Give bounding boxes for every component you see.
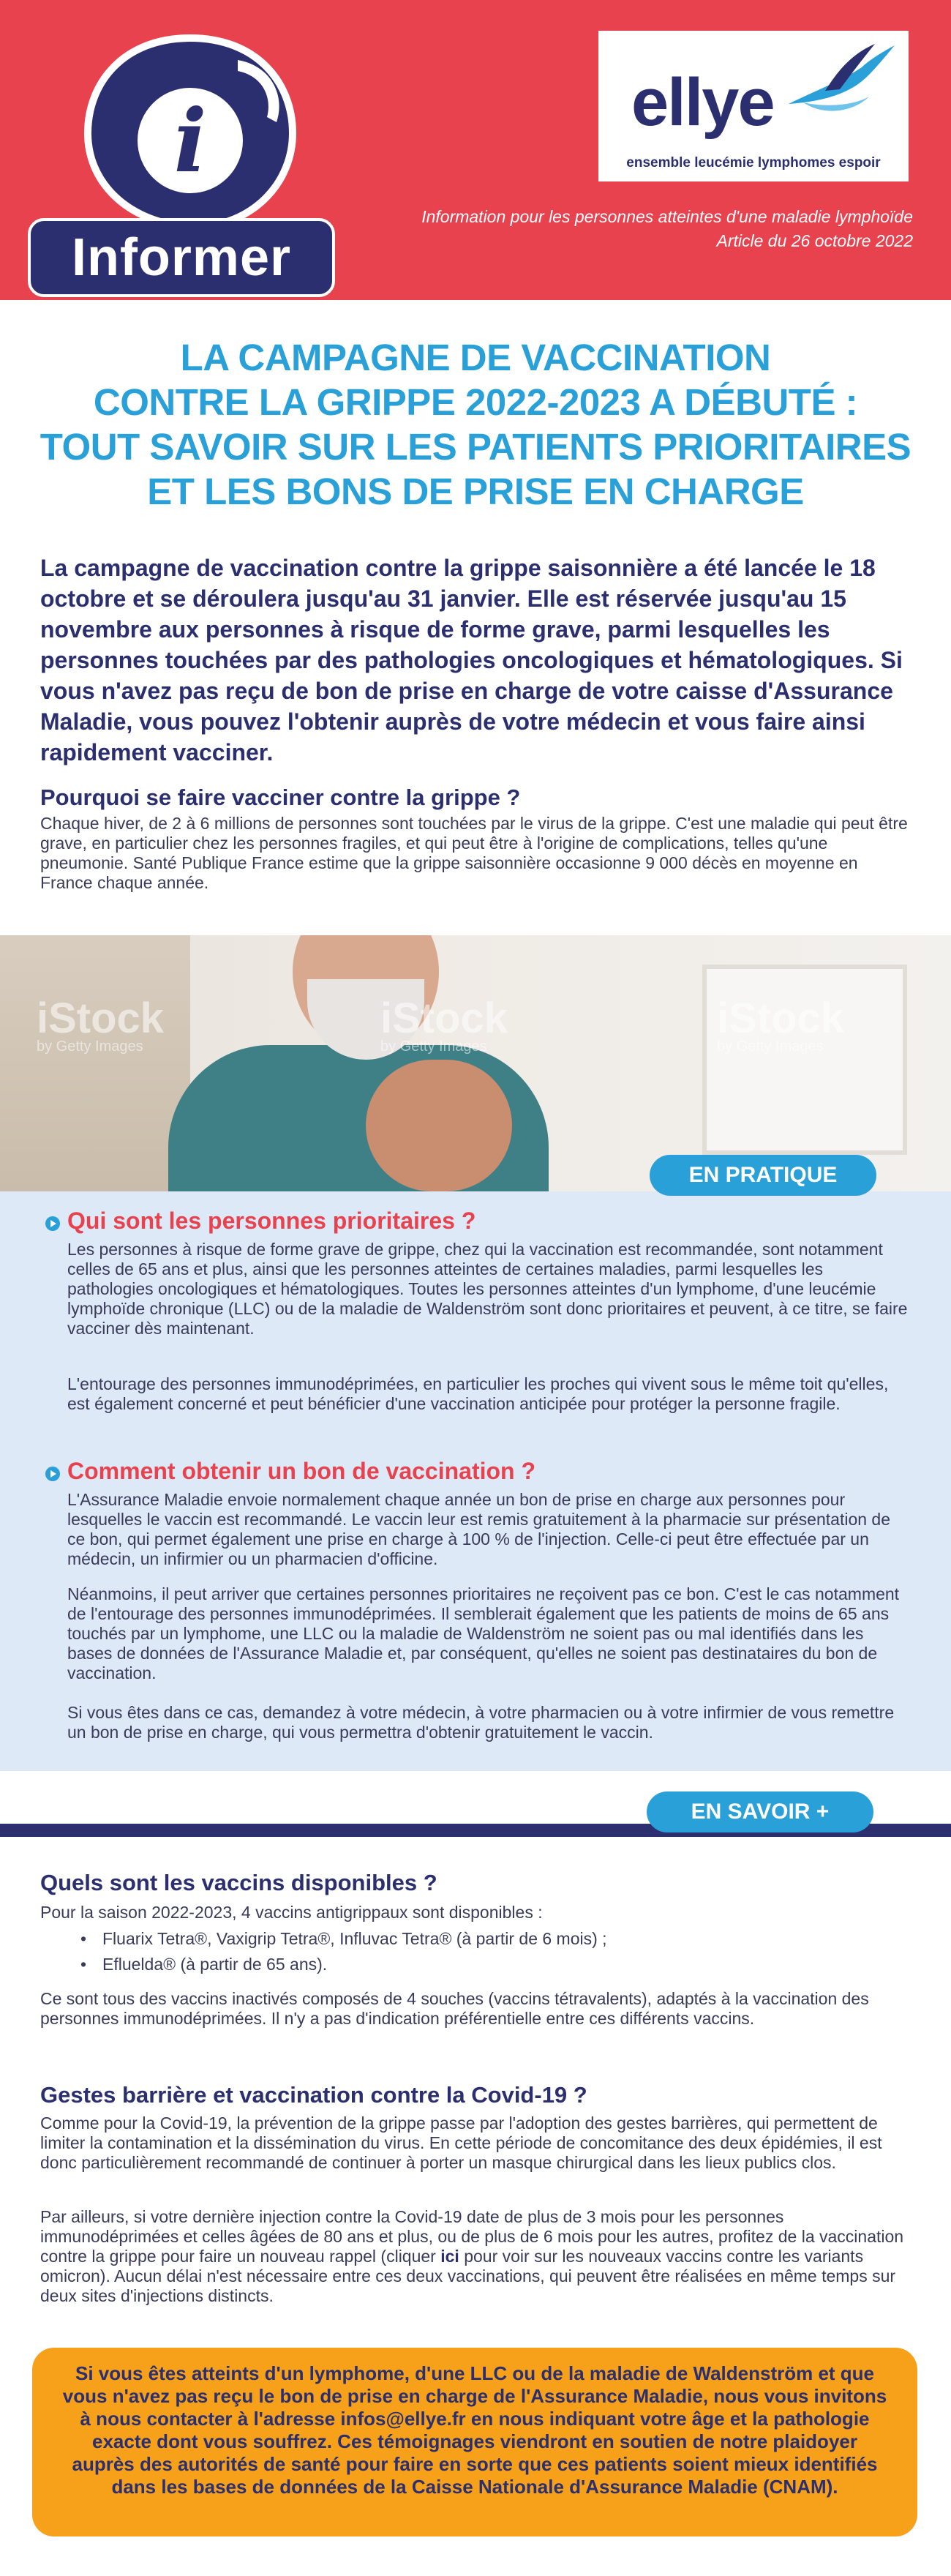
- contact-callout: Si vous êtes atteints d'un lymphome, d'une LLC ou de la maladie de Waldenström et que vous n'avez pas reçu le bon de prise en charge de l'Assurance Maladie, nous vous invitons à nous contacter à l'adresse infos@ellye.fr en nous indiquant votre âge et la pathologie exacte dont vous souffrez. Ces témoignages viendront en soutien de notre plaidoyer auprès des autorités de santé pour faire en sorte que ces patients soient mieux identifiés dans les bases de données de la Caisse Nationale d'Assurance Maladie (CNAM).: [32, 2348, 917, 2536]
- covid-text: Comme pour la Covid-19, la prévention de la grippe passe par l'adoption des gestes barrières, qui permettent de limiter la contamination et la dissémination du virus. En cette période de concomitance des deux épidémies, il est donc particulièrement recommandé de continuer à porter un masque chirurgical dans les lieux publics clos.: [40, 2113, 882, 2172]
- info-bubble-icon: [80, 31, 300, 250]
- vaccines-list: [94, 1926, 607, 1977]
- watermark: [37, 994, 164, 1055]
- covid-heading: Gestes barrière et vaccination contre la Covid-19 ?: [40, 2082, 587, 2108]
- lead-paragraph: La campagne de vaccination contre la grippe saisonnière a été lancée le 18 octobre et se déroulera jusqu'au 31 janvier. Elle est réservée jusqu'au 15 novembre aux personnes à risque de forme grave, parmi lesquelles les personnes touchées par des pathologies oncologiques et hématologiques. Si vous n'avez pas reçu de bon de prise en charge de votre caisse d'Assurance Maladie, vous pouvez l'obtenir auprès de votre médecin et vous faire ainsi rapidement vacciner.: [40, 555, 903, 765]
- watermark-sub: by Getty Images: [380, 1038, 487, 1055]
- arrow-bullet-icon: [45, 1216, 60, 1231]
- q1-text: L'entourage des personnes immunodéprimées, en particulier les proches qui vivent sous le même toit qu'elles, est également concerné et peut bénéficier d'une vaccination anticipée pour protéger la personne fragile.: [67, 1374, 889, 1413]
- ellye-tagline: ensemble leucémie lymphomes espoir: [626, 155, 881, 171]
- informer-badge: [28, 218, 335, 297]
- header-band: [0, 0, 951, 300]
- vaccines-heading: Quels sont les vaccins disponibles ?: [40, 1870, 437, 1895]
- watermark-sub: by Getty Images: [37, 1038, 143, 1055]
- en-savoir-plus-button[interactable]: EN SAVOIR +: [647, 1791, 873, 1832]
- q1-text: Les personnes à risque de forme grave de grippe, chez qui la vaccination est recommandée, sont notamment celles de 65 ans et plus, ainsi que les personnes atteintes de certaines maladies, parmi lesquelles les pathologies oncologiques et hématologiques. Toutes les personnes atteintes d'un lymphome, d'une leucémie lymphoïde chronique (LLC) ou de la maladie de Waldenström sont donc prioritaires et peuvent, à ce titre, se faire vacciner dès maintenant.: [67, 1240, 908, 1338]
- title-line: TOUT SAVOIR SUR LES PATIENTS PRIORITAIRES: [40, 426, 911, 468]
- audience-line: Information pour les personnes atteintes d'une maladie lymphoïde: [421, 207, 913, 226]
- title-line: ET LES BONS DE PRISE EN CHARGE: [147, 471, 804, 512]
- practice-section: [0, 1163, 951, 1771]
- svg-text:i: i: [173, 90, 207, 192]
- page-title: [29, 335, 922, 514]
- photo-background-shelf: [0, 935, 190, 1191]
- vaccines-text: Ce sont tous des vaccins inactivés composés de 4 souches (vaccins tétravalents), adaptés à la vaccination des personnes immunodéprimées. Il n'y a pas d'indication préférentielle entre ces différents vaccins.: [40, 1989, 869, 2028]
- title-line: LA CAMPAGNE DE VACCINATION: [180, 337, 771, 378]
- covid-text-part: pour voir sur les nouveaux vaccins contre les variants omicron). Aucun délai n'est nécessaire entre ces deux vaccinations, qui peuvent être réalisées en même temps sur deux sites d'injections distincts.: [40, 2247, 896, 2305]
- why-text: Chaque hiver, de 2 à 6 millions de personnes sont touchées par le virus de la grippe. C'est une maladie qui peut être grave, en particulier chez les personnes fragiles, et qui peut être à l'origine de complications, telles qu'une pneumonie. Santé Publique France estime que la grippe saisonnière occasionne 9 000 décès en moyenne en France chaque année.: [40, 814, 908, 892]
- en-pratique-button[interactable]: EN PRATIQUE: [650, 1155, 876, 1196]
- ici-link[interactable]: ici: [440, 2247, 459, 2266]
- q2-text: Si vous êtes dans ce cas, demandez à votre médecin, à votre pharmacien ou à votre infirmier de vous remettre un bon de prise en charge, qui vous permettra d'obtenir gratuitement le vaccin.: [67, 1703, 895, 1742]
- watermark-text: iStock: [380, 995, 508, 1042]
- q2-text: L'Assurance Maladie envoie normalement chaque année un bon de prise en charge aux personnes pour lesquelles le vaccin est recommandé. Le vaccin leur est remis gratuitement à la pharmacie sur présentation de ce bon, qui permet également une prise en charge à 100 % de l'injection. Celle-ci peut être effectuée par un médecin, un infirmier ou un pharmacien d'officine.: [67, 1490, 891, 1568]
- list-item: • Fluarix Tetra®, Vaxigrip Tetra®, Influvac Tetra® (à partir de 6 mois) ;: [94, 1926, 607, 1952]
- vaccines-intro: Pour la saison 2022-2023, 4 vaccins antigrippaux sont disponibles :: [40, 1903, 543, 1922]
- photo-background-window: [702, 965, 907, 1155]
- photo-man-arm: [366, 1060, 512, 1191]
- title-line: CONTRE LA GRIPPE 2022-2023 A DÉBUTÉ :: [93, 381, 858, 423]
- article-info: [421, 205, 913, 253]
- list-item: • Efluelda® (à partir de 65 ans).: [94, 1952, 607, 1977]
- covid-text-2: [40, 2207, 911, 2306]
- ellye-logo[interactable]: [598, 31, 909, 181]
- watermark-text: iStock: [37, 995, 165, 1042]
- watermark: [717, 994, 844, 1055]
- vaccination-photo: [0, 935, 951, 1191]
- watermark-text: iStock: [717, 995, 845, 1042]
- q1-heading: Qui sont les personnes prioritaires ?: [67, 1208, 476, 1234]
- watermark: [380, 994, 508, 1055]
- article-date: Article du 26 octobre 2022: [716, 231, 913, 250]
- q2-heading: Comment obtenir un bon de vaccination ?: [67, 1458, 536, 1484]
- ellye-wordmark: ellye: [631, 65, 774, 140]
- watermark-sub: by Getty Images: [717, 1038, 824, 1055]
- arrow-bullet-icon: [45, 1467, 60, 1481]
- q2-text: Néanmoins, il peut arriver que certaines personnes prioritaires ne reçoivent pas ce bon. C'est le cas notamment de l'entourage des personnes immunodéprimées. Il semblerait également que les patients de moins de 65 ans touchés par un lymphome, une LLC ou la maladie de Waldenström ne soient pas ou mal identifiés dans les bases de données de l'Assurance Maladie et, par conséquent, qu'elles ne soient pas destinataires du bon de vaccination.: [67, 1584, 900, 1682]
- covid-text-part: Par ailleurs, si votre dernière injection contre la Covid-19 date de plus de 3 mois pour les personnes immunodéprimées et celles âgées de 80 ans et plus, ou de plus de 6 mois pour les autres, profitez de la vaccination contre la grippe pour faire un nouveau rappel (cliquer: [40, 2207, 904, 2266]
- hummingbird-icon: [781, 38, 898, 119]
- informer-label: Informer: [71, 228, 292, 287]
- why-heading: Pourquoi se faire vacciner contre la grippe ?: [40, 785, 521, 810]
